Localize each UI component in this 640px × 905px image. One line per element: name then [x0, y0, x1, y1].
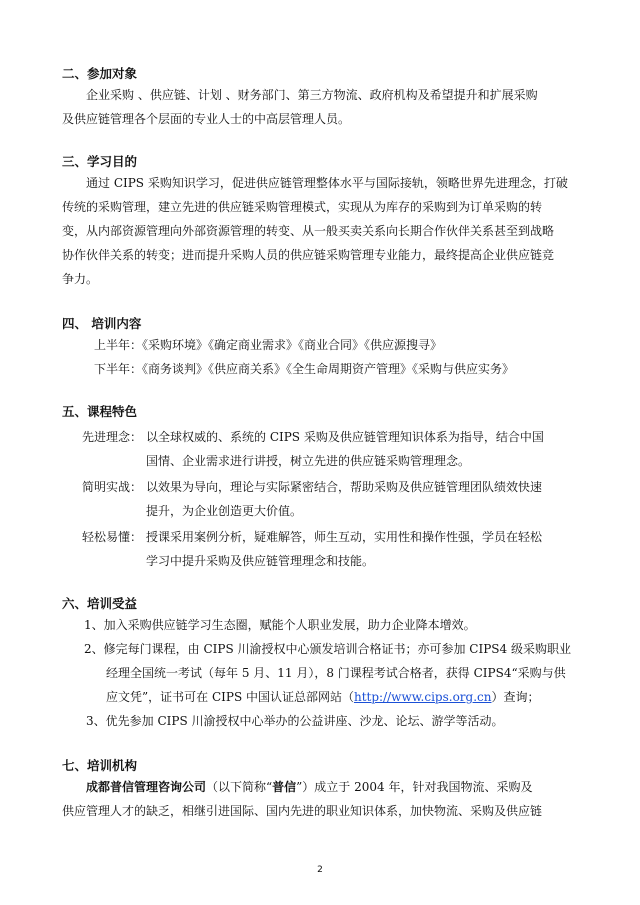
section-heading-content: 四、 培训内容	[62, 316, 142, 331]
benefit-item: 1、加入采购供应链学习生态圈，赋能个人职业发展，助力企业降本增效。	[84, 618, 476, 632]
company-name: 成都普信管理咨询公司	[86, 780, 207, 794]
benefit-item: 2、修完每门课程，由 CIPS 川渝授权中心颁发培训合格证书；亦可参加 CIPS4 级采购职业	[84, 642, 571, 656]
section-heading-participants: 二、参加对象	[62, 66, 138, 81]
paragraph-line: 争力。	[62, 272, 99, 286]
benefit-item-continued	[106, 690, 540, 704]
first-half-courses: 上半年：《采购环境》《确定商业需求》《商业合同》《供应源搜寻》	[94, 338, 443, 352]
paragraph-line: 变，从内部资源管理向外部资源管理的转变、从一般买卖关系向长期合作伙伴关系甚至到战略	[62, 224, 555, 238]
company-short-name: 普信	[272, 780, 297, 794]
section-heading-benefits: 六、培训受益	[62, 596, 138, 611]
benefit-text: ）查询；	[491, 690, 540, 704]
feature-description: 学习中提升采购及供应链管理理念和技能。	[146, 554, 375, 568]
feature-description: 授课采用案例分析，疑难解答，师生互动，实用性和操作性强，学员在轻松	[146, 530, 543, 544]
section-heading-organization: 七、培训机构	[62, 758, 138, 773]
page-number: 2	[317, 865, 323, 875]
feature-label: 先进理念：	[82, 430, 143, 444]
paragraph-line: 传统的采购管理，建立先进的供应链采购管理模式，实现从为库存的采购到为订单采购的转	[62, 200, 543, 214]
feature-description: 以效果为导向，理论与实际紧密结合，帮助采购及供应链管理团队绩效快速	[146, 480, 543, 494]
feature-label: 轻松易懂：	[82, 530, 143, 544]
section-heading-objectives: 三、学习目的	[62, 154, 138, 169]
second-half-courses: 下半年：《商务谈判》《供应商关系》《全生命周期资产管理》《采购与供应实务》	[94, 362, 515, 376]
organization-intro-line	[86, 780, 532, 794]
feature-description: 国情、企业需求进行讲授，树立先进的供应链采购管理理念。	[146, 454, 471, 468]
benefit-text: 应文凭”，证书可在 CIPS 中国认证总部网站（	[106, 690, 354, 704]
feature-description: 以全球权威的、系统的 CIPS 采购及供应链管理知识体系为指导，结合中国	[146, 430, 544, 444]
intro-text: （以下简称“	[206, 780, 273, 794]
paragraph-line: 供应管理人才的缺乏，相继引进国际、国内先进的职业知识体系，加快物流、采购及供应链	[62, 804, 543, 818]
cips-website-link[interactable]: http://www.cips.org.cn	[353, 690, 492, 704]
section-heading-features: 五、课程特色	[62, 404, 138, 419]
paragraph-line: 协作伙伴关系的转变；进而提升采购人员的供应链采购管理专业能力，最终提高企业供应链竞	[62, 248, 555, 262]
benefit-item: 3、优先参加 CIPS 川渝授权中心举办的公益讲座、沙龙、论坛、游学等活动。	[86, 714, 504, 728]
intro-text: ”）成立于 2004 年，针对我国物流、采购及	[296, 780, 533, 794]
paragraph-line: 及供应链管理各个层面的专业人士的中高层管理人员。	[62, 112, 351, 126]
feature-label: 简明实战：	[82, 480, 143, 494]
paragraph-line: 通过 CIPS 采购知识学习，促进供应链管理整体水平与国际接轨，领略世界先进理念，打破	[86, 176, 568, 190]
paragraph-line: 企业采购 、供应链、计划 、财务部门、第三方物流、政府机构及希望提升和扩展采购	[86, 88, 538, 102]
benefit-item-continued: 经理全国统一考试（每年 5 月、11 月），8 门课程考试合格者，获得 CIPS4“采购与供	[106, 666, 566, 680]
feature-description: 提升，为企业创造更大价值。	[146, 504, 303, 518]
